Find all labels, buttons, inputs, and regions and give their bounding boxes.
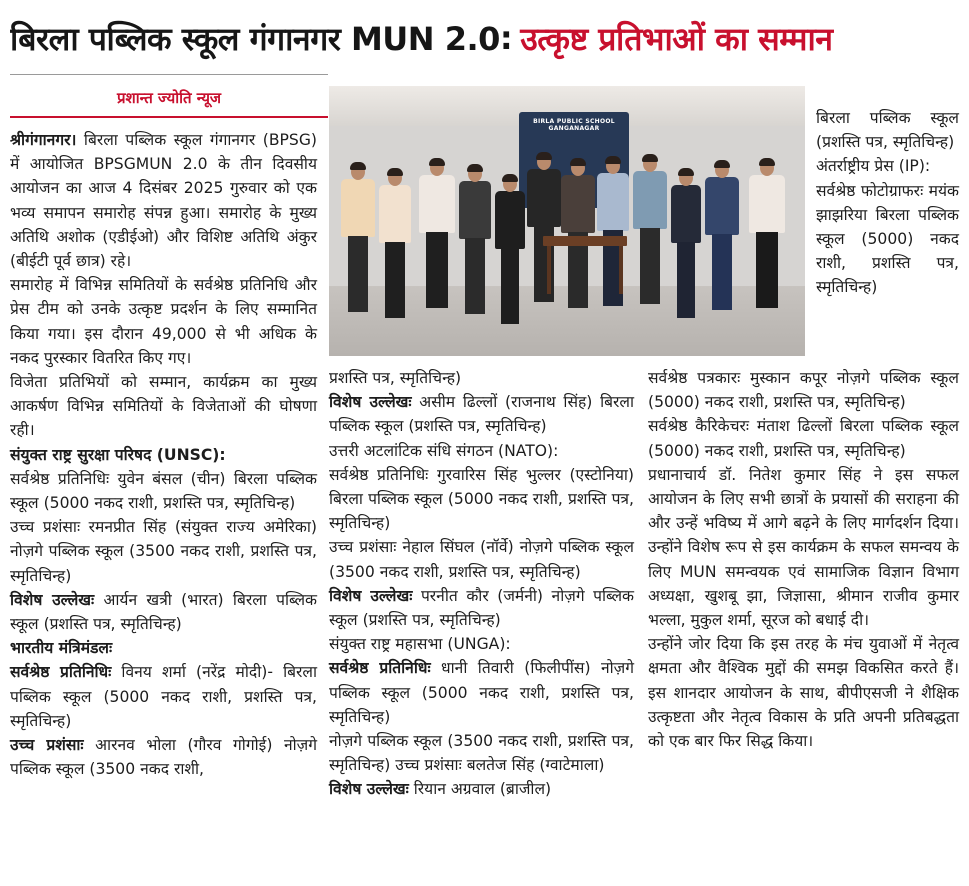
- paragraph: विजेता प्रतिभियों को सम्मान, कार्यक्रम का मुख्य आकर्षण विभिन्न समितियों के विजेताओं की घोषणा रही।: [10, 373, 317, 440]
- award-text: आर्यन खत्री (भारत) बिरला पब्लिक स्कूल (प्रशस्ति पत्र, स्मृतिचिन्ह): [10, 590, 318, 634]
- article-column-4: [816, 106, 959, 300]
- student-figure: [341, 164, 375, 314]
- section-heading-unsc: संयुक्त राष्ट्र सुरक्षा परिषद (UNSC):: [10, 445, 226, 464]
- paragraph: [10, 128, 317, 273]
- award-entry: [329, 390, 634, 438]
- award-entry: सर्वश्रेष्ठ प्रतिनिधिः गुरवारिस सिंह भुल्लर (एस्टोनिया) बिरला पब्लिक स्कूल (5000 नकद राशी, प्रशस्ति पत्र, स्मृतिचिन्ह): [329, 465, 634, 533]
- award-text: रियान अग्रवाल (ब्राजील): [408, 780, 552, 799]
- award-entry: [10, 660, 317, 733]
- student-figure: [527, 154, 561, 304]
- award-entry: नोज़गे पब्लिक स्कूल (3500 नकद राशी, प्रशस्ति पत्र, स्मृतिचिन्ह) उच्च प्रशंसाः बलतेज सिंह (ग्वाटेमाला): [329, 732, 634, 775]
- paragraph: उन्होंने जोर दिया कि इस तरह के मंच युवाओं में नेतृत्व क्षमता और वैश्विक मुद्दों की समझ विकसित करते हैं। इस शानदार आयोजन के साथ, बीपीएसजी ने शैक्षिक उत्कृष्टता और नेतृत्व विकास के प्रति अपनी प्रतिबद्धता को एक बार फिर सिद्ध किया।: [648, 635, 959, 751]
- paragraph-text: बिरला पब्लिक स्कूल गंगानगर (BPSG) में आयोजित BPSGMUN 2.0 के तीन दिवसीय आयोजन का आज 4 दिसंबर 2025 गुरुवार को एक भव्य समापन समारोह संपन्न हुआ। समारोह के मुख्य अतिथि अशोक (एडीईओ) और विशिष्ट अतिथि अंकुर (बीईटी पूर्व छात्र) रहे।: [10, 131, 317, 271]
- byline: प्रशान्त ज्योति न्यूज: [116, 89, 222, 107]
- award-entry: सर्वश्रेष्ठ फोटोग्राफरः मयंक झाझरिया बिरला पब्लिक स्कूल (5000) नकद राशी, प्रशस्ति पत्र, स्मृतिचिन्ह): [816, 181, 959, 297]
- student-figure: [419, 160, 455, 310]
- award-label: विशेष उल्लेखः: [10, 590, 95, 609]
- article-column-2: [329, 366, 634, 802]
- headline-highlight: उत्कृष्ट प्रतिभाओं का सम्मान: [520, 19, 833, 58]
- award-text: असीम ढिल्लों (राजनाथ सिंह) बिरला पब्लिक स्कूल (प्रशस्ति पत्र, स्मृतिचिन्ह): [329, 393, 635, 436]
- student-figure: [561, 160, 595, 308]
- award-entry: सर्वश्रेष्ठ प्रतिनिधिः युवेन बंसल (चीन) बिरला पब्लिक स्कूल (5000 नकद राशी, प्रशस्ति पत्र, स्मृतिचिन्ह): [10, 469, 317, 513]
- award-entry: उच्च प्रशंसाः रमनप्रीत सिंह (संयुक्त राज्य अमेरिका) नोज़गे पब्लिक स्कूल (3500 नकद राशी, प्रशस्ति पत्र, स्मृतिचिन्ह): [10, 518, 317, 585]
- student-figure: [671, 170, 701, 314]
- student-figure: [379, 170, 411, 318]
- student-figure: [633, 156, 667, 306]
- student-figure: [495, 176, 525, 316]
- award-label: विशेष उल्लेखः: [329, 780, 409, 799]
- photo-table: [543, 236, 627, 246]
- award-entry: [10, 588, 317, 636]
- award-text: परनीत कौर (जर्मनी) नोज़गे पब्लिक स्कूल (प्रशस्ति पत्र, स्मृतिचिन्ह): [329, 586, 634, 630]
- photo-table-leg: [547, 246, 551, 294]
- award-text: धानी तिवारी (फिलीपींस) नोज़गे पब्लिक स्कूल (5000 नकद राशी, प्रशस्ति पत्र, स्मृतिचिन्ह): [329, 659, 634, 726]
- continued-text: बिरला पब्लिक स्कूल (प्रशस्ति पत्र, स्मृतिचिन्ह): [816, 109, 959, 152]
- headline-main: बिरला पब्लिक स्कूल गंगानगर MUN 2.0: [10, 19, 500, 58]
- photo-table-leg: [619, 246, 623, 294]
- award-label: सर्वश्रेष्ठ प्रतिनिधिः: [329, 659, 431, 678]
- award-text: विनय शर्मा (नरेंद्र मोदी)- बिरला पब्लिक स्कूल (5000 नकद राशी, प्रशस्ति पत्र, स्मृतिचिन्ह): [10, 663, 318, 730]
- top-divider: [10, 74, 328, 75]
- award-label: विशेष उल्लेखः: [329, 393, 412, 412]
- award-entry: सर्वश्रेष्ठ पत्रकारः मुस्कान कपूर नोज़गे पब्लिक स्कूल (5000) नकद राशी, प्रशस्ति पत्र, स्मृतिचिन्ह): [648, 369, 959, 412]
- award-label: विशेष उल्लेखः: [329, 586, 413, 605]
- award-text: आरनव भोला (गौरव गोगोई) नोज़गे पब्लिक स्कूल (3500 नकद राशी,: [10, 736, 318, 779]
- section-heading-nato: उत्तरी अटलांटिक संधि संगठन (NATO):: [329, 441, 559, 460]
- headline-separator: :: [499, 19, 513, 57]
- award-label: सर्वश्रेष्ठ प्रतिनिधिः: [10, 663, 112, 682]
- student-figure: [459, 166, 491, 312]
- student-figure: [705, 162, 739, 312]
- school-banner-text: BIRLA PUBLIC SCHOOL GANGANAGAR: [533, 118, 615, 132]
- section-heading-ip: अंतर्राष्ट्रीय प्रेस (IP):: [816, 157, 931, 176]
- paragraph: समारोह में विभिन्न समितियों के सर्वश्रेष्ठ प्रतिनिधि और प्रेस टीम को उनके उत्कृष्ट प्रदर्शन के लिए सम्मानित किया गया। इस दौरान 49,000 से भी अधिक के नकद पुरस्कार वितरित किए गए।: [10, 276, 317, 367]
- award-label: उच्च प्रशंसाः: [10, 736, 84, 755]
- section-heading-unga: संयुक्त राष्ट्र महासभा (UNGA):: [329, 635, 511, 654]
- headline: [10, 6, 960, 70]
- article-column-1: [10, 128, 317, 781]
- article-column-3: [648, 366, 959, 753]
- award-entry: [329, 656, 634, 729]
- award-entry: सर्वश्रेष्ठ कैरिकेचरः मंताश ढिल्लों बिरला पब्लिक स्कूल (5000) नकद राशी, प्रशस्ति पत्र, स्मृतिचिन्ह): [648, 417, 959, 460]
- award-entry: [329, 584, 634, 632]
- section-heading-cabinet: भारतीय मंत्रिमंडलः: [10, 639, 113, 658]
- award-entry: उच्च प्रशंसाः नेहाल सिंघल (नॉर्वे) नोज़गे पब्लिक स्कूल (3500 नकद राशी, प्रशस्ति पत्र, स्मृतिचिन्ह): [329, 538, 634, 581]
- award-entry: [10, 733, 317, 781]
- paragraph: प्रधानाचार्य डॉ. नितेश कुमार सिंह ने इस सफल आयोजन के लिए सभी छात्रों के प्रयासों की सराहना की और उन्हें भविष्य में आगे बढ़ने के लिए मार्गदर्शन दिया। उन्होंने विशेष रूप से इस कार्यक्रम के सफल समन्वय के लिए MUN समन्वयक एवं सामाजिक विज्ञान विभाग अध्यक्षा, खुशबू झा, जिज्ञासा, श्रीमान राजीव कुमार भल्ला, मुकुल शर्मा, सूरज को बधाई दी।: [648, 465, 959, 630]
- event-photo: [329, 86, 805, 356]
- continued-text: प्रशस्ति पत्र, स्मृतिचिन्ह): [329, 369, 462, 387]
- award-entry: [329, 777, 634, 801]
- dateline: श्रीगंगानगर।: [10, 131, 77, 149]
- student-figure: [597, 158, 629, 306]
- byline-rule: [10, 116, 328, 118]
- student-figure: [749, 160, 785, 312]
